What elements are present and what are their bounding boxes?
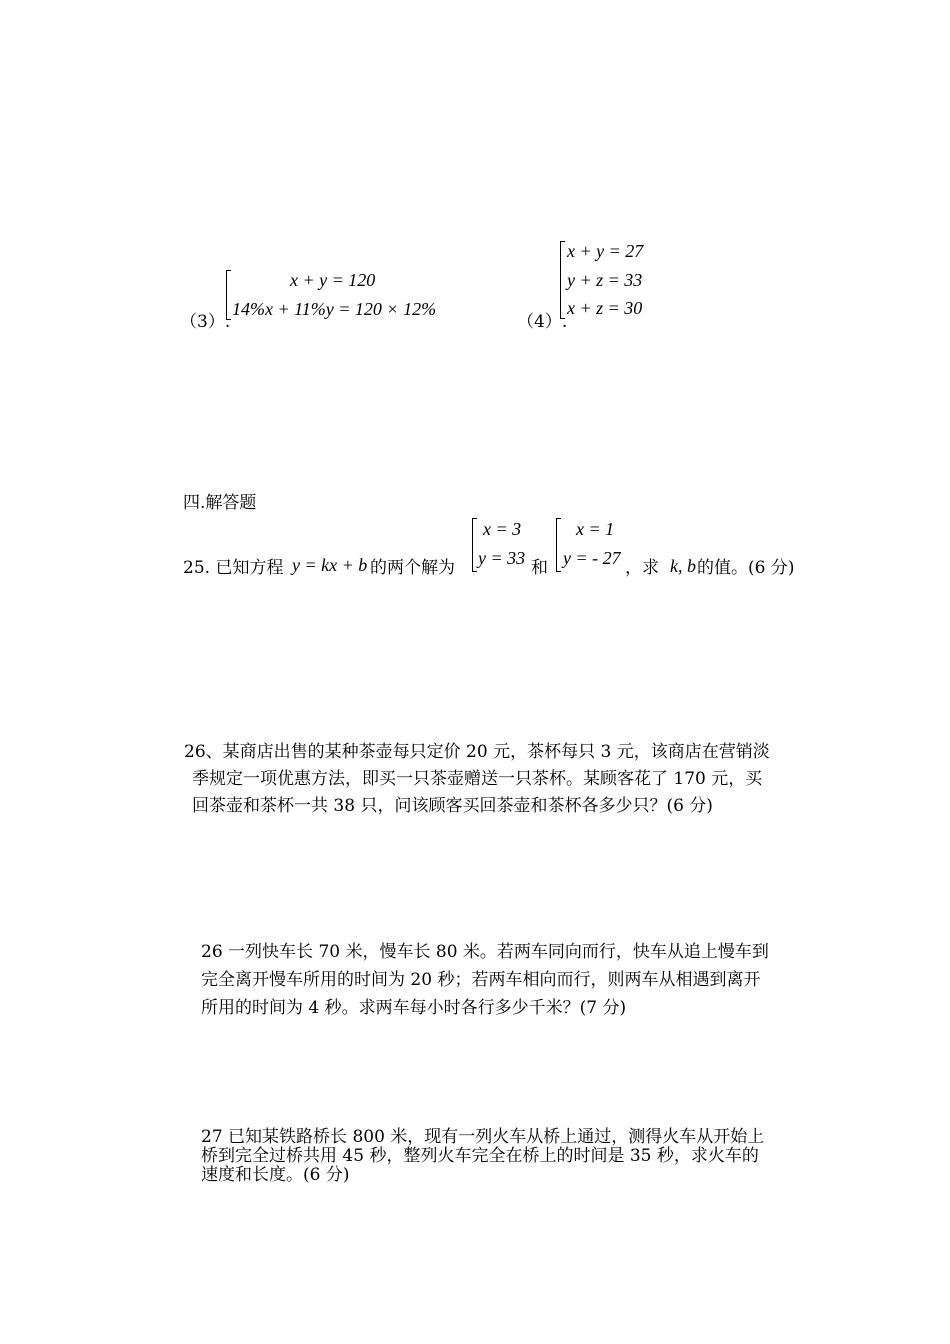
q25-variables: k, b [670, 556, 696, 576]
problem-4-equation-2: y + z = 33 [567, 270, 643, 290]
q25-brace-2 [556, 518, 557, 572]
q25-solution-2-x: x = 1 [576, 519, 615, 539]
section-title: 四.解答题 [183, 493, 257, 513]
problem-4-brace [560, 241, 561, 319]
problem-4-equation-1: x + y = 27 [567, 241, 644, 261]
problem-4-label: （4）. [517, 312, 568, 332]
q25-ask: ，求 [625, 558, 659, 578]
q25-solution-2-y: y = - 27 [563, 548, 621, 568]
q25-equation: y = kx + b [292, 555, 368, 575]
q25-prefix: 25. 已知方程 [183, 558, 284, 578]
q27-line-2: 桥到完全过桥共用 45 秒，整列火车完全在桥上的时间是 35 秒，求火车的 [201, 1146, 759, 1166]
problem-3-equation-2: 14%x + 11%y = 120 × 12% [232, 299, 437, 319]
problem-3-brace [226, 270, 227, 320]
q26-teapot-line-1: 26、某商店出售的某种茶壶每只定价 20 元，茶杯每只 3 元，该商店在营销淡 [184, 742, 770, 762]
problem-3-label: （3）. [180, 312, 231, 332]
q26-teapot-line-2: 季规定一项优惠方法，即买一只茶壶赠送一只茶杯。某顾客花了 170 元，买 [192, 769, 763, 789]
q25-suffix: 的值。(6 分) [697, 558, 795, 578]
q27-line-1: 27 已知某铁路桥长 800 米，现有一列火车从桥上通过，测得火车从开始上 [201, 1127, 765, 1147]
q26-teapot-line-3: 回茶壶和茶杯一共 38 只，问该顾客买回茶壶和茶杯各多少只？(6 分) [192, 796, 713, 816]
q25-solution-1-x: x = 3 [483, 519, 522, 539]
q26-train-line-3: 所用的时间为 4 秒。求两车每小时各行多少千米？(7 分) [201, 998, 627, 1018]
problem-4-equation-3: x + z = 30 [567, 298, 643, 318]
q26-train-line-2: 完全离开慢车所用的时间为 20 秒；若两车相向而行，则两车从相遇到离开 [201, 970, 761, 990]
q26-train-line-1: 26 一列快车长 70 米，慢车长 80 米。若两车同向而行，快车从追上慢车到 [201, 942, 769, 962]
q25-brace-1 [472, 518, 473, 572]
q25-solution-1-y: y = 33 [478, 548, 526, 568]
q27-line-3: 速度和长度。(6 分) [201, 1165, 350, 1185]
problem-3-equation-1: x + y = 120 [290, 270, 376, 290]
q25-middle: 的两个解为 [370, 558, 455, 578]
q25-and: 和 [531, 558, 548, 578]
